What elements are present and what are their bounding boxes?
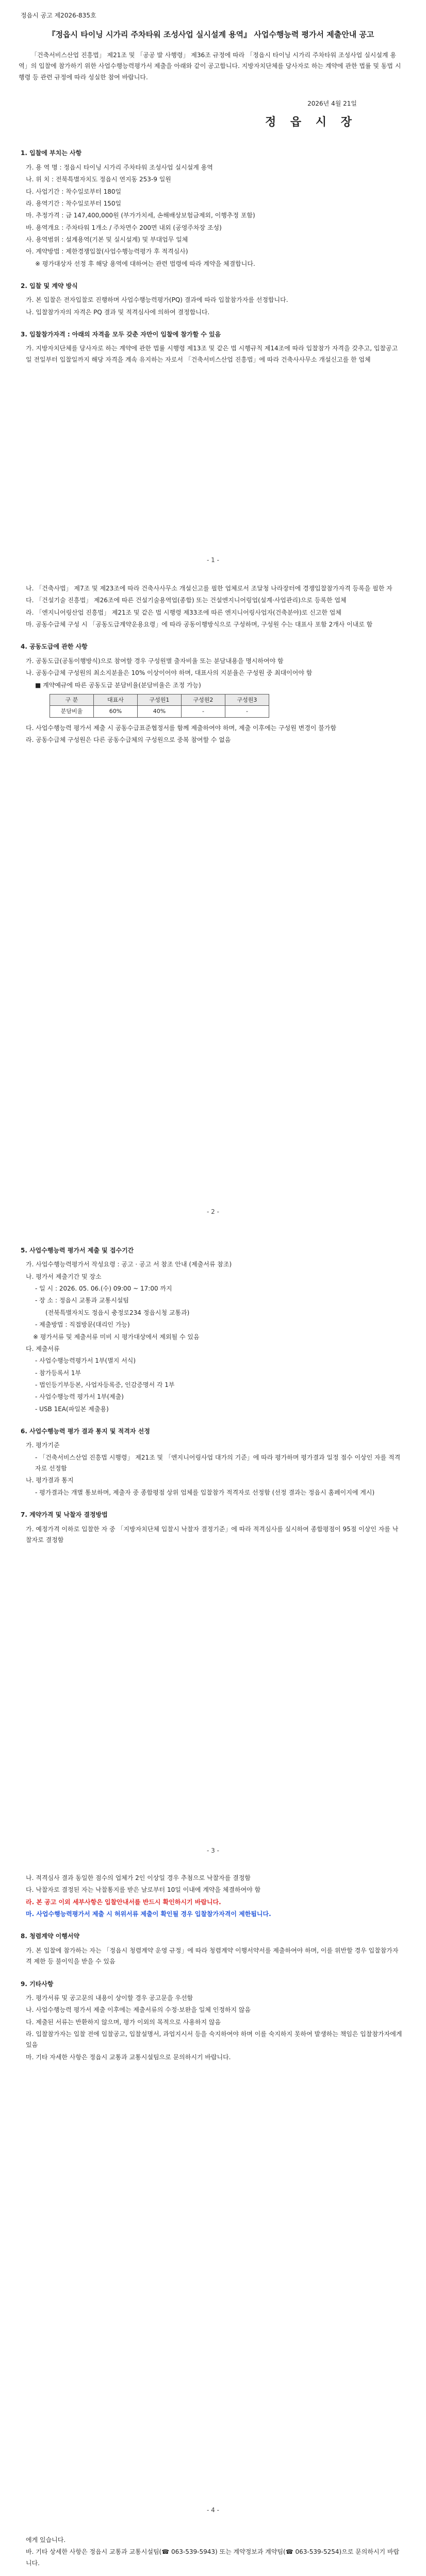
section-4-item: 가. 공동도급(공동이행방식)으로 참여할 경우 구성원별 출자비율 또는 분담내용을 명시하여야 함 <box>26 657 284 665</box>
section-7-item: 나. 적격심사 결과 동일한 점수의 업체가 2인 이상일 경우 추첨으로 낙찰자를 결정함 <box>26 1874 251 1882</box>
table-cell: - <box>225 706 269 718</box>
section-8-item: 가. 본 입찰에 참가하는 자는 「정읍시 청렴계약 운영 규정」에 따라 청렴계약 이행서약서를 제출하여야 하며, 이를 위반할 경우 입찰참가자격 제한 등 불이익을 받을 수 있음 <box>26 1946 399 1965</box>
section-5-heading: 5. 사업수행능력 평가서 제출 및 접수기간 <box>21 1247 134 1254</box>
intro-paragraph: 「건축서비스산업 진흥법」 제21조 및 「공공 발 사행령」 제36조 규정에 따라 「정읍시 타이닝 시가리 주차타워 조성사업 실시설계 용역」의 입찰에 참가하기 위한 사업수행능력평가서 제출을 아래와 같이 공고합니다. 지방자치단체를 당사자로 하는 계약에 관한 법률 및 동법 시행령 등 관련 규정에 따라 성실한 참여 바랍니다. <box>19 51 401 81</box>
page-number: - 2 - <box>207 1208 219 1215</box>
section-5-detail: - 장 소 : 정읍시 교통과 교통시설팀 <box>35 1297 129 1304</box>
section-3-item: 나. 「건축사법」 제7조 및 제23조에 따라 건축사사무소 개설신고를 필한 업체로서 조달청 나라장터에 경쟁입찰참가자격 등록을 필한 자 <box>26 585 392 592</box>
table-cell: 40% <box>138 706 182 718</box>
section-1-item: 사. 용역범위 : 설계용역(기본 및 실시설계) 및 부대업무 일체 <box>26 235 188 243</box>
section-6-detail: - 「건축서비스산업 진흥법 시행령」 제21조 및 「엔지니어링사업 대가의 기준」에 따라 평가하며 평가결과 일정 점수 이상인 자를 적격자로 선정함 <box>35 1453 401 1472</box>
section-1-item: 바. 용역개요 : 주차타워 1개소 / 주차면수 200면 내외 (공영주차장 조성) <box>26 224 222 231</box>
section-2-item: 가. 본 입찰은 전자입찰로 진행하며 사업수행능력평가(PQ) 결과에 따라 입찰참가자를 선정합니다. <box>26 296 288 304</box>
section-5-detail: - 제출방법 : 직접방문(대리인 가능) <box>35 1321 130 1329</box>
section-5-detail: - 사업수행능력평가서 1부(별지 서식) <box>35 1357 136 1365</box>
table-header-row <box>50 694 269 706</box>
section-5-detail: - 법인등기부등본, 사업자등록증, 인감증명서 각 1부 <box>35 1381 175 1388</box>
table-cell: - <box>182 706 225 718</box>
section-7-item: 가. 예정가격 이하로 입찰한 자 중 「지방자치단체 입찰시 낙찰자 결정기준」에 따라 적격심사를 실시하여 종합평점이 95점 이상인 자를 낙찰자로 결정함 <box>26 1525 399 1544</box>
table-caption: ■ 계약예규에 따른 공동도급 분담비율(분담비율은 조정 가능) <box>35 681 201 689</box>
table-cell: 60% <box>94 706 138 718</box>
table-header-cell: 구 분 <box>50 694 94 706</box>
section-5-detail: (전북특별자치도 정읍시 충정로234 정읍시청 교통과) <box>45 1309 190 1316</box>
section-4-item: 라. 공동수급체 구성원은 다른 공동수급체의 구성원으로 중복 참여할 수 없음 <box>26 736 231 744</box>
section-1-item: 가. 용 역 명 : 정읍시 타이닝 시가리 주차타워 조성사업 실시설계 용역 <box>26 163 213 171</box>
table-row <box>50 706 269 718</box>
notice-date: 2026년 4월 21일 <box>307 99 357 107</box>
page-3 <box>0 1234 426 1547</box>
table-header-cell: 구성원3 <box>225 694 269 706</box>
important-notice-red: 라. 본 공고 이외 세부사항은 입찰안내서를 반드시 확인하시기 바랍니다. <box>26 1898 221 1906</box>
section-7-item: 다. 낙찰자로 결정된 자는 낙찰통지를 받은 날로부터 10일 이내에 계약을 체결하여야 함 <box>26 1886 261 1894</box>
section-3-item: 다. 「건설기술 진흥법」 제26조에 따른 건설기술용역업(종합) 또는 건설엔지니어링업(설계·사업관리)으로 등록한 업체 <box>26 597 347 604</box>
section-4-heading: 4. 공동도급에 관한 사항 <box>21 643 88 651</box>
section-6-item: 나. 평가결과 통지 <box>26 1477 74 1484</box>
page-number: - 1 - <box>207 556 219 564</box>
page-number: - 3 - <box>207 1847 219 1854</box>
continued-text: 에게 있습니다. <box>26 2536 66 2544</box>
section-3-heading: 3. 입찰참가자격 : 아래의 자격을 모두 갖춘 자만이 입찰에 참가할 수 있음 <box>21 331 221 338</box>
section-3-item: 마. 공동수급체 구성 시 「공동도급계약운용요령」에 따라 공동이행방식으로 구성하며, 구성원 수는 대표사 포함 2개사 이내로 함 <box>26 621 373 629</box>
section-8-heading: 8. 청렴계약 이행서약 <box>21 1933 80 1940</box>
page-2 <box>0 583 426 747</box>
page-1 <box>0 10 426 366</box>
section-5-item: 나. 평가서 제출기간 및 장소 <box>26 1273 102 1280</box>
section-5-detail: - 참가등록서 1부 <box>35 1369 81 1377</box>
section-3-item: 라. 「엔지니어링산업 진흥법」 제21조 및 같은 법 시행령 제33조에 따른 엔지니어링사업자(건축분야)로 신고한 업체 <box>26 608 341 616</box>
table-cell: 분담비율 <box>50 706 94 718</box>
section-9-item: 라. 입찰참가자는 입찰 전에 입찰공고, 입찰설명서, 과업지시서 등을 숙지하여야 하며 이를 숙지하지 못하여 발생하는 책임은 입찰참가자에게 있음 <box>26 2030 402 2049</box>
section-1-note: ※ 평가대상자 선정 후 해당 용역에 대하여는 관련 법령에 따라 계약을 체결합니다. <box>35 260 255 267</box>
section-1-item: 나. 위 치 : 전북특별자치도 정읍시 연지동 253-9 일원 <box>26 176 171 183</box>
section-9-item: 가. 평가서류 및 공고문의 내용이 상이할 경우 공고문을 우선함 <box>26 1994 193 2002</box>
section-5-detail: - 일 시 : 2026. 05. 06.(수) 09:00 ~ 17:00 까지 <box>35 1285 172 1293</box>
table-header-cell: 구성원2 <box>182 694 225 706</box>
section-3-item: 가. 지방자치단체를 당사자로 하는 계약에 관한 법률 시행령 제13조 및 같은 법 시행규칙 제14조에 따라 입찰참가 자격을 갖추고, 입찰공고일 전일부터 입찰일까지 해당 자격을 계속 유지하는 자로서 「건축서비스산업 진흥법」에 따라 건축사사무소 개설신고를 한 업체 <box>26 345 398 363</box>
section-6-detail: - 평가결과는 개별 통보하며, 제출자 중 종합평점 상위 업체를 입찰참가 적격자로 선정함 (선정 결과는 정읍시 홈페이지에 게시) <box>35 1488 375 1496</box>
section-2-item: 나. 입찰참가자의 자격은 PQ 결과 및 적격심사에 의하여 결정합니다. <box>26 308 210 316</box>
page-number: - 4 - <box>207 2506 219 2514</box>
section-1-item: 다. 사업기간 : 착수일로부터 180일 <box>26 188 122 195</box>
section-9-item: 마. 기타 자세한 사항은 정읍시 교통과 교통시설팀으로 문의하시기 바랍니다. <box>26 2053 231 2061</box>
section-5-note: ※ 평가서류 및 제출서류 미비 시 평가대상에서 제외될 수 있음 <box>33 1333 200 1341</box>
section-5-detail: - USB 1EA(파일본 제출용) <box>35 1405 109 1413</box>
section-7-heading: 7. 계약가격 및 낙찰자 결정방법 <box>21 1511 108 1519</box>
section-5-detail: - 사업수행능력 평가서 1부(제출) <box>35 1393 124 1401</box>
document-title: 『정읍시 타이닝 시가리 주차타워 조성사업 실시설계 용역』 사업수행능력 평가서 제출안내 공고 <box>47 30 374 40</box>
section-9-item: 다. 제출된 서류는 반환하지 않으며, 평가 이외의 목적으로 사용하지 않음 <box>26 2018 221 2026</box>
section-5-item: 가. 사업수행능력평가서 작성요령 : 공고 · 공고 서 참조 안내 (제출서류 참조) <box>26 1261 232 1268</box>
section-5-item: 다. 제출서류 <box>26 1345 60 1352</box>
section-9-item: 나. 사업수행능력 평가서 제출 이후에는 제출서류의 수정·보완을 일체 인정하지 않음 <box>26 2006 251 2014</box>
issuer-signature: 정 읍 시 장 <box>265 116 357 129</box>
section-9-heading: 9. 기타사항 <box>21 1980 54 1988</box>
section-1-heading: 1. 입찰에 부치는 사항 <box>21 149 82 157</box>
section-1-item: 라. 용역기간 : 착수일로부터 150일 <box>26 199 122 207</box>
section-6-heading: 6. 사업수행능력 평가 결과 통지 및 적격자 선정 <box>21 1428 150 1435</box>
share-ratio-table <box>50 694 269 718</box>
page-4 <box>0 1873 426 2064</box>
contact-info: 바. 기타 상세한 사항은 정읍시 교통과 교통시설팀(☎ 063-539-5943) 또는 계약정보과 계약팀(☎ 063-539-5254)으로 문의하시기 바랍니다. <box>26 2548 400 2567</box>
notice-number: 정읍시 공고 제2026-835호 <box>21 12 96 19</box>
section-2-heading: 2. 입찰 및 계약 방식 <box>21 282 78 290</box>
important-notice-blue: 마. 사업수행능력평가서 제출 시 허위서류 제출이 확인될 경우 입찰참가자격이 제한됩니다. <box>26 1910 271 1918</box>
section-4-item: 다. 사업수행능력 평가서 제출 시 공동수급표준협정서를 함께 제출하여야 하며, 제출 이후에는 구성원 변경이 불가함 <box>26 724 337 732</box>
section-4-item: 나. 공동수급체 구성원의 최소지분율은 10% 이상이어야 하며, 대표사의 지분율은 구성원 중 최대이어야 함 <box>26 669 313 677</box>
table-header-cell: 구성원1 <box>138 694 182 706</box>
page-5 <box>0 2535 426 2570</box>
table-header-cell: 대표사 <box>94 694 138 706</box>
section-1-item: 마. 추정가격 : 금 147,400,000원 (부가가치세, 손해배상보험금제외, 이행추정 포함) <box>26 212 255 219</box>
section-1-item: 아. 계약방법 : 제한경쟁입찰(사업수행능력평가 후 적격심사) <box>26 248 188 256</box>
section-6-item: 가. 평가기준 <box>26 1442 60 1449</box>
